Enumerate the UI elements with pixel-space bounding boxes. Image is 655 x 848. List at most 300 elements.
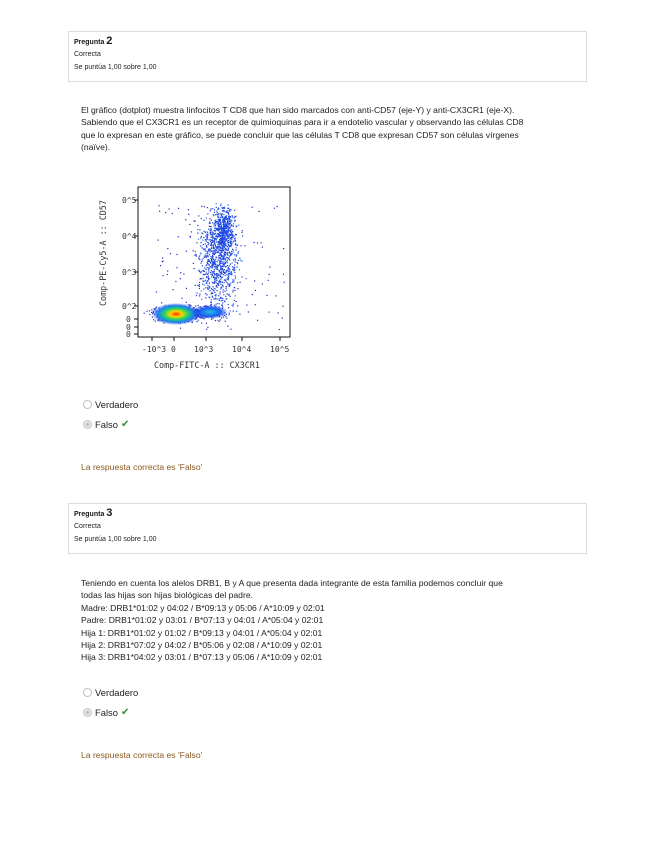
scatter-dot (216, 298, 217, 299)
scatter-dot (206, 241, 207, 242)
scatter-dot (222, 245, 223, 246)
scatter-dot (210, 226, 211, 227)
scatter-dot (235, 216, 236, 217)
scatter-dot (207, 213, 208, 214)
scatter-dot (224, 219, 225, 220)
scatter-dot (211, 208, 212, 209)
scatter-dot (210, 239, 211, 240)
scatter-dot (219, 300, 220, 301)
y-tick-label: 0^4 (122, 232, 137, 241)
scatter-dot (222, 210, 223, 211)
radio-checked[interactable] (83, 708, 92, 717)
scatter-dot (183, 273, 184, 274)
scatter-dot (199, 288, 200, 289)
scatter-dot (189, 224, 190, 225)
scatter-dot (229, 215, 230, 216)
scatter-dot (227, 279, 228, 280)
scatter-dot (205, 250, 206, 251)
scatter-dot (223, 274, 224, 275)
scatter-dot (230, 283, 231, 284)
scatter-dot (212, 222, 213, 223)
scatter-dot (221, 215, 222, 216)
scatter-dot (151, 309, 152, 310)
scatter-dot (151, 312, 152, 313)
scatter-dot (169, 208, 170, 209)
scatter-dot (237, 267, 238, 268)
scatter-dot (209, 248, 210, 249)
scatter-dot (231, 239, 232, 240)
scatter-dot (225, 254, 226, 255)
scatter-dot (212, 240, 213, 241)
scatter-dot (218, 234, 219, 235)
scatter-dot (207, 287, 208, 288)
scatter-dot (282, 306, 283, 307)
scatter-dot (217, 269, 218, 270)
scatter-dot (228, 213, 229, 214)
question-text-line: Sabiendo que el CX3CR1 es un receptor de quimioquinas para ir a endotelio vascular y observando las células CD8 (81, 117, 524, 128)
scatter-dot (269, 312, 270, 313)
scatter-dot (211, 245, 212, 246)
scatter-dot (218, 284, 219, 285)
scatter-dot (216, 221, 217, 222)
scatter-dot (182, 298, 183, 299)
scatter-dot (232, 266, 233, 267)
scatter-dot (205, 274, 206, 275)
scatter-dot (229, 314, 230, 315)
correct-answer-feedback: La respuesta correcta es 'Falso' (81, 750, 203, 760)
scatter-dot (224, 282, 225, 283)
scatter-dot (232, 217, 233, 218)
scatter-dot (228, 244, 229, 245)
scatter-dot (232, 236, 233, 237)
scatter-dot (201, 322, 202, 323)
radio-unchecked[interactable] (83, 688, 92, 697)
scatter-dot (219, 219, 220, 220)
scatter-dot (231, 244, 232, 245)
scatter-dot (227, 268, 228, 269)
scatter-dot (233, 226, 234, 227)
scatter-dot (224, 226, 225, 227)
scatter-dot (220, 270, 221, 271)
scatter-dot (213, 263, 214, 264)
scatter-dot (212, 275, 213, 276)
scatter-dot (220, 205, 221, 206)
scatter-dot (226, 288, 227, 289)
scatter-dot (208, 267, 209, 268)
scatter-dot (233, 304, 234, 305)
scatter-dot (218, 225, 219, 226)
scatter-dot (233, 259, 234, 260)
scatter-dot (236, 256, 237, 257)
scatter-dot (234, 217, 235, 218)
scatter-dot (201, 242, 202, 243)
scatter-dot (226, 261, 227, 262)
scatter-dot (203, 237, 204, 238)
question-state: Correcta (74, 51, 101, 58)
scatter-dot (236, 301, 237, 302)
scatter-dot (232, 269, 233, 270)
scatter-dot (224, 208, 225, 209)
scatter-dot (228, 275, 229, 276)
scatter-dot (230, 310, 231, 311)
scatter-dot (193, 250, 194, 251)
scatter-dot (261, 242, 262, 243)
scatter-dot (226, 298, 227, 299)
question-state: Correcta (74, 523, 101, 530)
question-text-line: Hija 3: DRB1*04:02 y 03:01 / B*07:13 y 05:06 / A*10:09 y 02:01 (81, 652, 323, 663)
scatter-dot (199, 255, 200, 256)
scatter-dot (160, 265, 161, 266)
scatter-dot (230, 329, 231, 330)
scatter-dot (208, 244, 209, 245)
scatter-dot (215, 214, 216, 215)
scatter-dot (202, 260, 203, 261)
scatter-dot (217, 287, 218, 288)
scatter-dot (224, 272, 225, 273)
scatter-dot (224, 249, 225, 250)
scatter-dot (233, 223, 234, 224)
scatter-dot (216, 304, 217, 305)
scatter-dot (188, 214, 189, 215)
scatter-dot (235, 220, 236, 221)
scatter-dot (227, 270, 228, 271)
scatter-dot (231, 241, 232, 242)
scatter-dot (223, 271, 224, 272)
scatter-dot (228, 247, 229, 248)
scatter-dot (207, 281, 208, 282)
option-label: Verdadero (95, 687, 139, 698)
scatter-dot (221, 238, 222, 239)
question-text-line: que lo expresan en este gráfico, se puede concluir que las células T CD8 que expresan CD57 son células vírgenes (81, 129, 519, 140)
scatter-dot (215, 245, 216, 246)
scatter-dot (226, 235, 227, 236)
scatter-dot (212, 289, 213, 290)
scatter-dot (207, 267, 208, 268)
scatter-dot (198, 320, 199, 321)
scatter-dot (197, 285, 198, 286)
scatter-dot (230, 246, 231, 247)
scatter-dot (207, 234, 208, 235)
option-verdadero[interactable] (83, 398, 138, 411)
scatter-dot (200, 253, 201, 254)
scatter-dot (269, 274, 270, 275)
scatter-dot (210, 234, 211, 235)
scatter-dot (197, 233, 198, 234)
scatter-dot (237, 288, 238, 289)
question-text-line: Teniendo en cuenta los alelos DRB1, B y A que presenta dada integrante de esta familia podemos concluir que (81, 578, 503, 588)
scatter-dot (214, 282, 215, 283)
scatter-dot (216, 278, 217, 279)
scatter-dot (180, 328, 181, 329)
scatter-dot (266, 295, 267, 296)
scatter-dot (173, 289, 174, 290)
scatter-dot (223, 256, 224, 257)
scatter-dot (206, 276, 207, 277)
question-text-line: (naïve). (81, 142, 111, 153)
scatter-dot (276, 206, 277, 207)
scatter-dot (240, 260, 241, 261)
scatter-dot (207, 232, 208, 233)
scatter-dot (234, 287, 235, 288)
scatter-dot (219, 275, 220, 276)
scatter-dot (244, 245, 245, 246)
scatter-dot (223, 294, 224, 295)
scatter-dot (228, 242, 229, 243)
scatter-dot (221, 248, 222, 249)
scatter-dot (222, 208, 223, 209)
scatter-dot (214, 224, 215, 225)
scatter-dot (226, 253, 227, 254)
scatter-dot (211, 261, 212, 262)
scatter-dot (206, 255, 207, 256)
scatter-dot (232, 291, 233, 292)
scatter-dot (228, 232, 229, 233)
scatter-dot (219, 264, 220, 265)
scatter-dot (214, 277, 215, 278)
scatter-dot (208, 250, 209, 251)
scatter-dot (213, 276, 214, 277)
option-falso[interactable] (83, 418, 129, 431)
scatter-dot (205, 256, 206, 257)
scatter-dot (196, 254, 197, 255)
scatter-dot (216, 207, 217, 208)
scatter-dot (180, 272, 181, 273)
scatter-dot (228, 307, 229, 308)
scatter-dot (215, 238, 216, 239)
scatter-dot (216, 241, 217, 242)
scatter-dot (228, 230, 229, 231)
scatter-dot (209, 222, 210, 223)
scatter-dot (237, 282, 238, 283)
scatter-dot (246, 278, 247, 279)
scatter-dot (208, 259, 209, 260)
scatter-dot (216, 273, 217, 274)
option-label: Falso (95, 707, 118, 718)
scatter-dot (220, 228, 221, 229)
scatter-dot (199, 282, 200, 283)
scatter-dot (220, 233, 221, 234)
scatter-dot (226, 228, 227, 229)
scatter-dot (206, 294, 207, 295)
scatter-dot (210, 223, 211, 224)
scatter-dot (217, 237, 218, 238)
scatter-dot (224, 217, 225, 218)
scatter-dot (215, 221, 216, 222)
scatter-dot (178, 236, 179, 237)
scatter-dot (226, 232, 227, 233)
scatter-dot (227, 326, 228, 327)
scatter-dot (233, 241, 234, 242)
scatter-dot (212, 296, 213, 297)
scatter-dot (216, 214, 217, 215)
scatter-dot (206, 237, 207, 238)
scatter-dot (229, 271, 230, 272)
scatter-dot (239, 258, 240, 259)
scatter-dot (228, 238, 229, 239)
y-tick-label: 0 (126, 323, 131, 332)
y-tick-label: 0^5 (122, 196, 137, 205)
scatter-dot (235, 278, 236, 279)
scatter-dot (221, 287, 222, 288)
scatter-dot (228, 204, 229, 205)
scatter-dot (202, 233, 203, 234)
checkmark-icon: ✔ (120, 419, 130, 430)
scatter-dot (215, 259, 216, 260)
scatter-dot (224, 259, 225, 260)
scatter-dot (212, 242, 213, 243)
scatter-dot (159, 211, 160, 212)
scatter-dot (203, 244, 204, 245)
scatter-dot (186, 251, 187, 252)
radio-checked[interactable] (83, 420, 92, 429)
scatter-dot (217, 244, 218, 245)
scatter-dot (214, 241, 215, 242)
scatter-dot (211, 319, 212, 320)
scatter-dot (223, 211, 224, 212)
scatter-dot (232, 282, 233, 283)
scatter-dot (201, 299, 202, 300)
scatter-dot (233, 279, 234, 280)
scatter-dot (231, 220, 232, 221)
scatter-dot (230, 296, 231, 297)
scatter-dot (207, 207, 208, 208)
scatter-dot (176, 254, 177, 255)
scatter-dot (238, 260, 239, 261)
scatter-dot (216, 236, 217, 237)
scatter-dot (227, 265, 228, 266)
scatter-dot (217, 320, 218, 321)
question-3-text (81, 577, 581, 664)
scatter-dot (217, 246, 218, 247)
scatter-dot (209, 283, 210, 284)
scatter-dot (218, 255, 219, 256)
scatter-dot (146, 311, 147, 312)
scatter-dot (176, 267, 177, 268)
scatter-dot (222, 246, 223, 247)
scatter-dot (240, 245, 241, 246)
scatter-dot (225, 248, 226, 249)
scatter-dot (235, 238, 236, 239)
scatter-dot (211, 267, 212, 268)
scatter-dot (208, 264, 209, 265)
scatter-dot (224, 228, 225, 229)
scatter-dot (282, 318, 283, 319)
scatter-dot (185, 219, 186, 220)
scatter-dot (268, 280, 269, 281)
scatter-dot (200, 237, 201, 238)
scatter-dot (228, 304, 229, 305)
scatter-dot (213, 214, 214, 215)
scatter-dot (236, 226, 237, 227)
scatter-dot (225, 219, 226, 220)
scatter-dot (229, 269, 230, 270)
scatter-dot (283, 248, 284, 249)
scatter-dot (210, 250, 211, 251)
scatter-dot (162, 261, 163, 262)
scatter-dot (252, 207, 253, 208)
scatter-dot (228, 249, 229, 250)
scatter-dot (201, 206, 202, 207)
scatter-dot (210, 256, 211, 257)
scatter-dot (178, 208, 179, 209)
scatter-dot (222, 237, 223, 238)
y-axis-label: Comp-PE-Cy5-A :: CD57 (98, 200, 108, 306)
scatter-dot (218, 257, 219, 258)
scatter-dot (210, 241, 211, 242)
scatter-dot (225, 316, 226, 317)
scatter-dot (208, 243, 209, 244)
scatter-dot (278, 312, 279, 313)
scatter-dot (198, 239, 199, 240)
scatter-dot (218, 266, 219, 267)
scatter-dot (235, 275, 236, 276)
scatter-dot (149, 314, 150, 315)
scatter-dot (222, 265, 223, 266)
scatter-dot (235, 259, 236, 260)
scatter-dot (233, 281, 234, 282)
scatter-dot (225, 252, 226, 253)
scatter-dot (209, 287, 210, 288)
scatter-dot (222, 277, 223, 278)
scatter-dot (218, 281, 219, 282)
scatter-dot (229, 313, 230, 314)
scatter-dot (221, 245, 222, 246)
scatter-dot (231, 253, 232, 254)
scatter-dot (223, 265, 224, 266)
scatter-dot (237, 305, 238, 306)
scatter-dot (224, 233, 225, 234)
scatter-dot (224, 269, 225, 270)
question-text-line: El gráfico (dotplot) muestra linfocitos T CD8 que han sido marcados con anti-CD57 (eje-Y) y anti-CX3CR1 (eje-X). (81, 105, 515, 115)
scatter-dot (214, 209, 215, 210)
scatter-dot (235, 244, 236, 245)
option-falso[interactable] (83, 706, 129, 719)
scatter-dot (226, 318, 227, 319)
scatter-dot (220, 224, 221, 225)
scatter-dot (223, 289, 224, 290)
scatter-dot (204, 274, 205, 275)
scatter-dot (210, 266, 211, 267)
scatter-dot (222, 300, 223, 301)
scatter-dot (202, 240, 203, 241)
scatter-dot (221, 233, 222, 234)
scatter-dot (219, 220, 220, 221)
scatter-dot (216, 261, 217, 262)
scatter-dot (218, 242, 219, 243)
scatter-dot (221, 239, 222, 240)
scatter-dot (218, 207, 219, 208)
question-number: Pregunta 3 (74, 507, 113, 519)
scatter-dot (212, 261, 213, 262)
scatter-dot (213, 290, 214, 291)
scatter-dot (227, 222, 228, 223)
scatter-dot (202, 247, 203, 248)
scatter-dot (223, 250, 224, 251)
scatter-dot (209, 278, 210, 279)
option-label: Falso (95, 419, 118, 430)
scatter-dot (229, 257, 230, 258)
scatter-dot (227, 294, 228, 295)
scatter-dot (224, 279, 225, 280)
scatter-dot (230, 230, 231, 231)
scatter-dot (230, 254, 231, 255)
scatter-dot (276, 295, 277, 296)
radio-unchecked[interactable] (83, 400, 92, 409)
scatter-dot (211, 276, 212, 277)
option-verdadero[interactable] (83, 686, 138, 699)
scatter-dot (213, 247, 214, 248)
scatter-dot (216, 248, 217, 249)
